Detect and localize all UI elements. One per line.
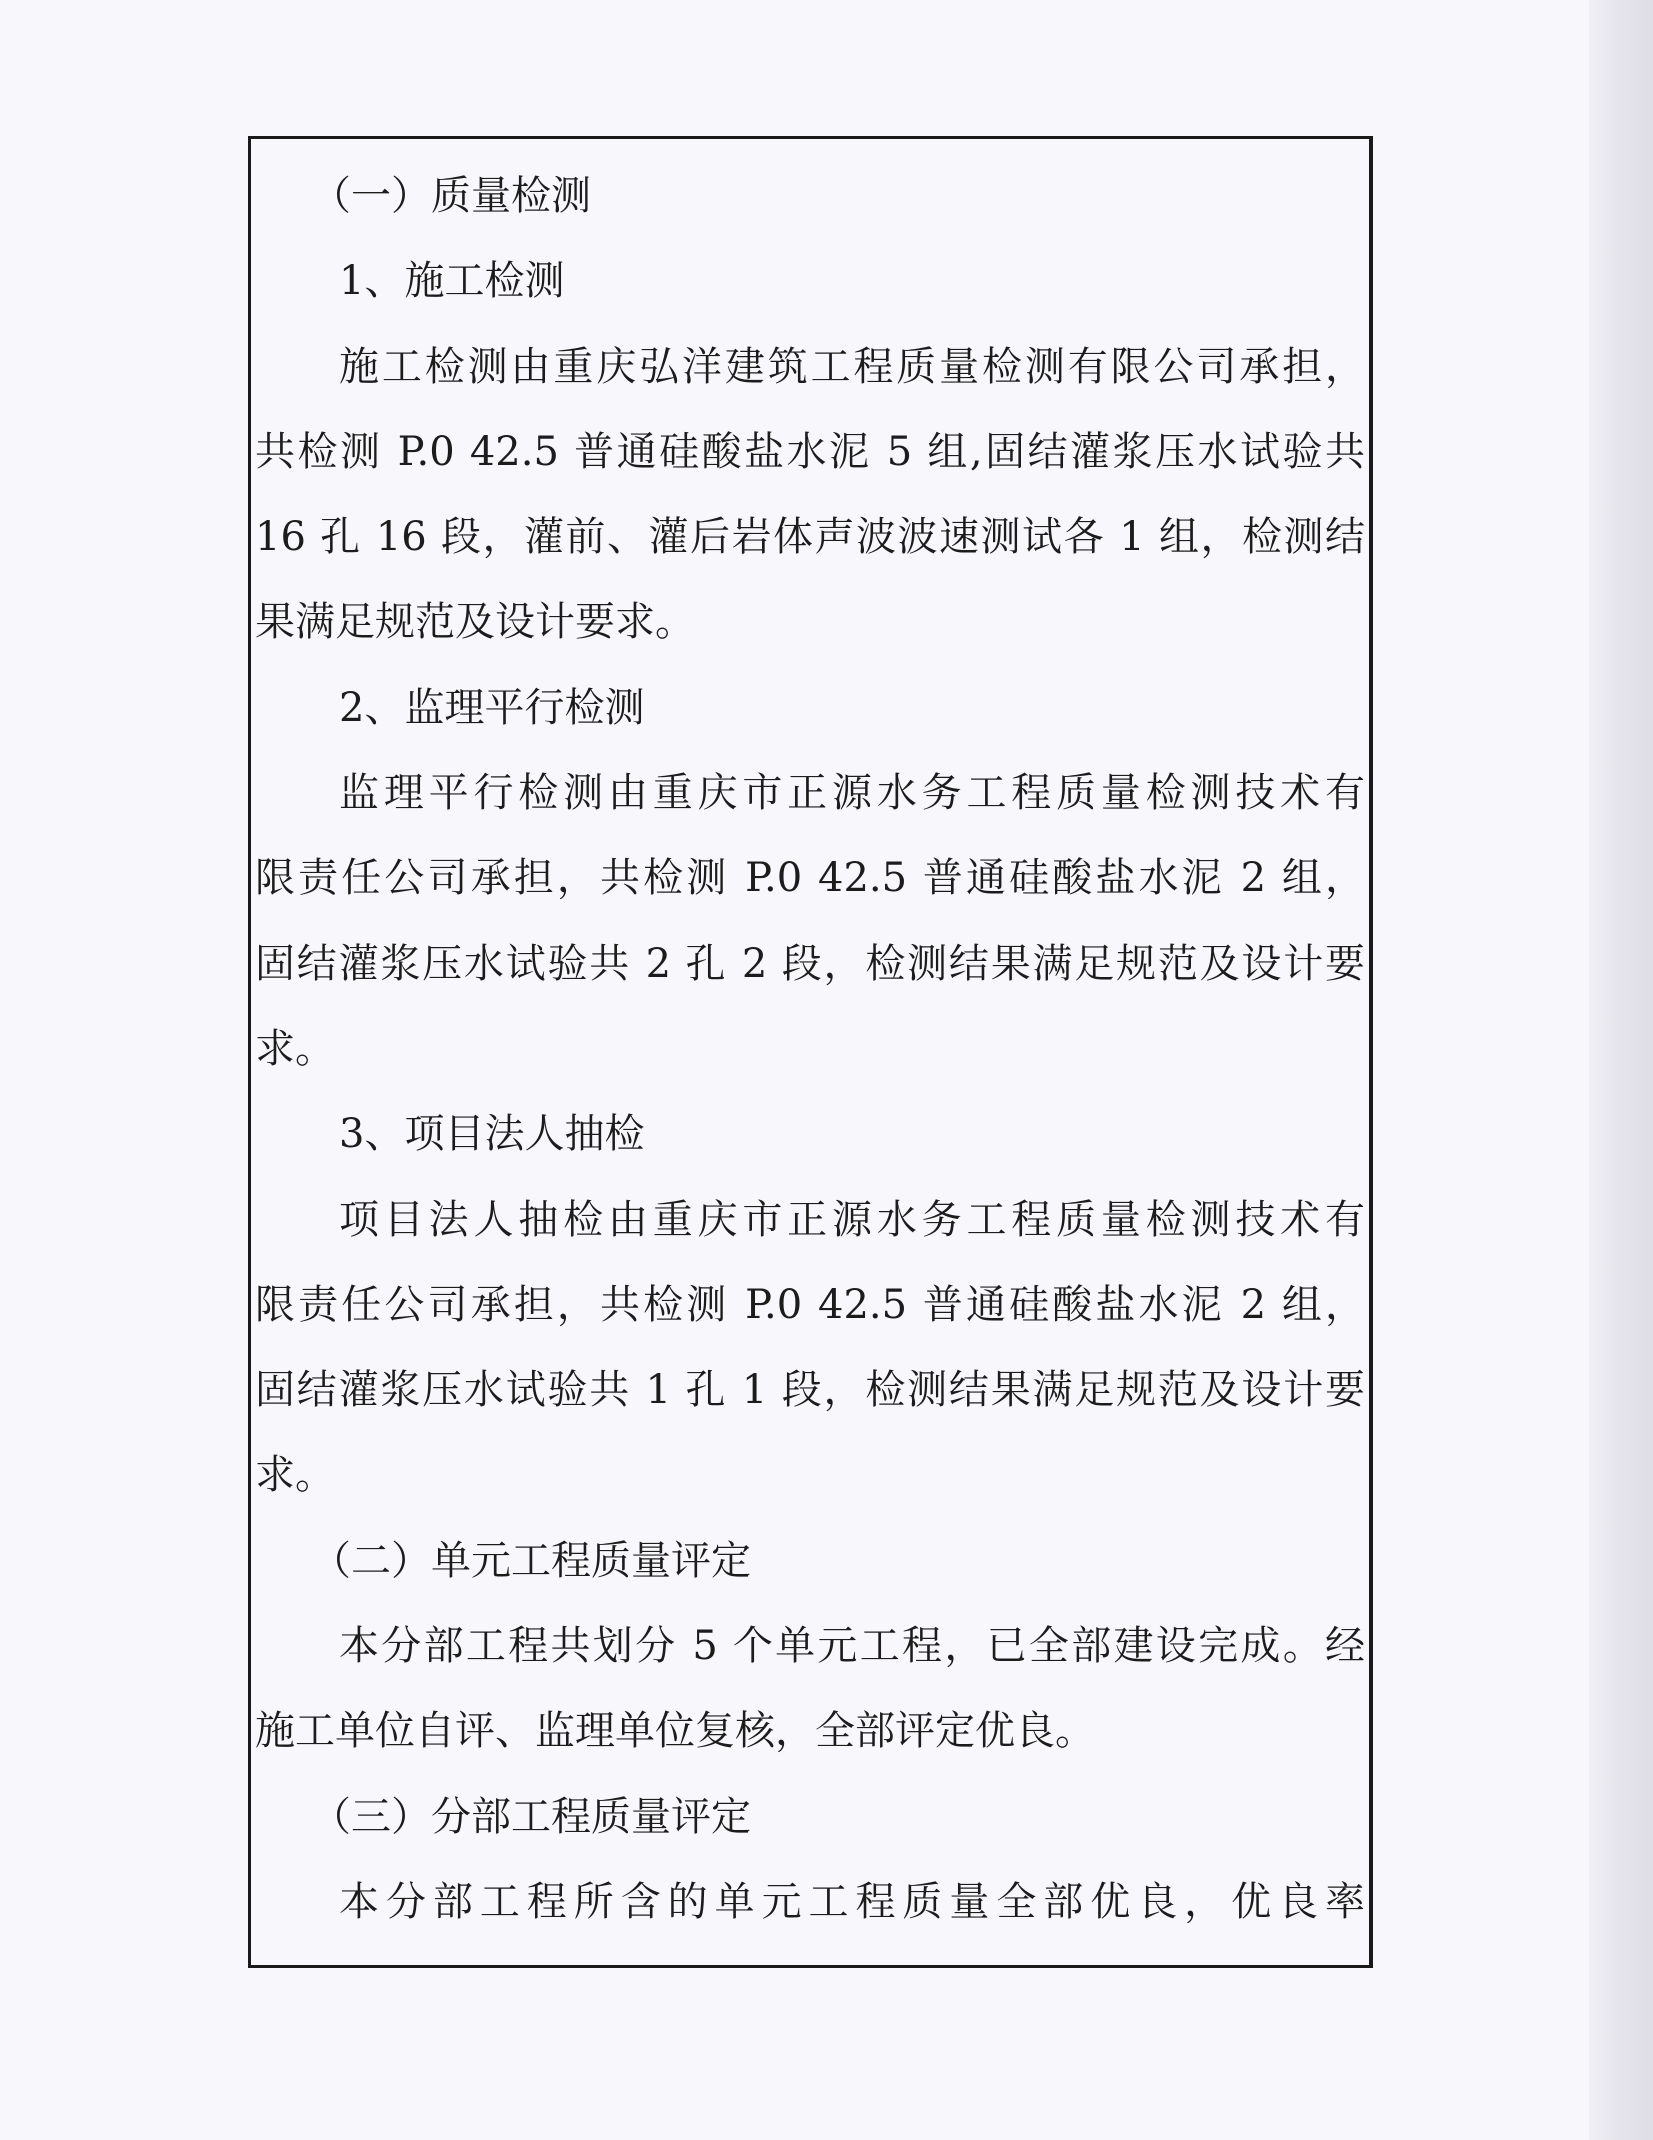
subsection-construction-testing [255, 239, 1365, 665]
paragraph-line: 限责任公司承担，共检测 P.0 42.5 普通硅酸盐水泥 2 组， [255, 1281, 1365, 1328]
section-sub-project-quality-rating [255, 1775, 1365, 1946]
paragraph-line: 监理平行检测由重庆市正源水务工程质量检测技术有 [339, 770, 1365, 817]
subsection-heading: 3、项目法人抽检 [339, 1111, 645, 1158]
content-frame [248, 136, 1373, 1968]
paragraph-line: 限责任公司承担，共检测 P.0 42.5 普通硅酸盐水泥 2 组， [255, 855, 1365, 902]
section-heading: （一）质量检测 [311, 173, 591, 219]
section-heading: （三）分部工程质量评定 [311, 1793, 751, 1840]
paragraph-line: 固结灌浆压水试验共 1 孔 1 段，检测结果满足规范及设计要 [255, 1367, 1365, 1414]
section-heading: （二）单元工程质量评定 [311, 1537, 751, 1584]
paragraph-line: 施工单位自评、监理单位复核，全部评定优良。 [255, 1708, 1095, 1755]
paragraph-line: 施工检测由重庆弘洋建筑工程质量检测有限公司承担， [339, 343, 1365, 390]
paragraph-line: 本分部工程共划分 5 个单元工程，已全部建设完成。经 [339, 1623, 1365, 1670]
scan-margin [1589, 0, 1653, 2140]
paragraph-line: 求。 [255, 1025, 335, 1072]
paragraph-line: 项目法人抽检由重庆市正源水务工程质量检测技术有 [339, 1196, 1365, 1243]
subsection-heading: 2、监理平行检测 [339, 684, 645, 731]
paragraph-line: 16 孔 16 段，灌前、灌后岩体声波波速测试各 1 组，检测结 [255, 514, 1365, 561]
paragraph-line: 固结灌浆压水试验共 2 孔 2 段，检测结果满足规范及设计要 [255, 940, 1365, 987]
subsection-supervision-parallel-testing [255, 666, 1365, 1092]
paragraph-line: 果满足规范及设计要求。 [255, 599, 695, 646]
subsection-heading: 1、施工检测 [339, 258, 565, 305]
subsection-owner-spot-check [255, 1092, 1365, 1518]
paragraph-line: 本分部工程所含的单元工程质量全部优良，优良率 [339, 1878, 1365, 1925]
section-unit-quality-rating [255, 1519, 1365, 1775]
paragraph-line: 求。 [255, 1452, 335, 1499]
section-quality-testing [255, 154, 1365, 1519]
paragraph-line: 共检测 P.0 42.5 普通硅酸盐水泥 5 组,固结灌浆压水试验共 [255, 428, 1365, 475]
